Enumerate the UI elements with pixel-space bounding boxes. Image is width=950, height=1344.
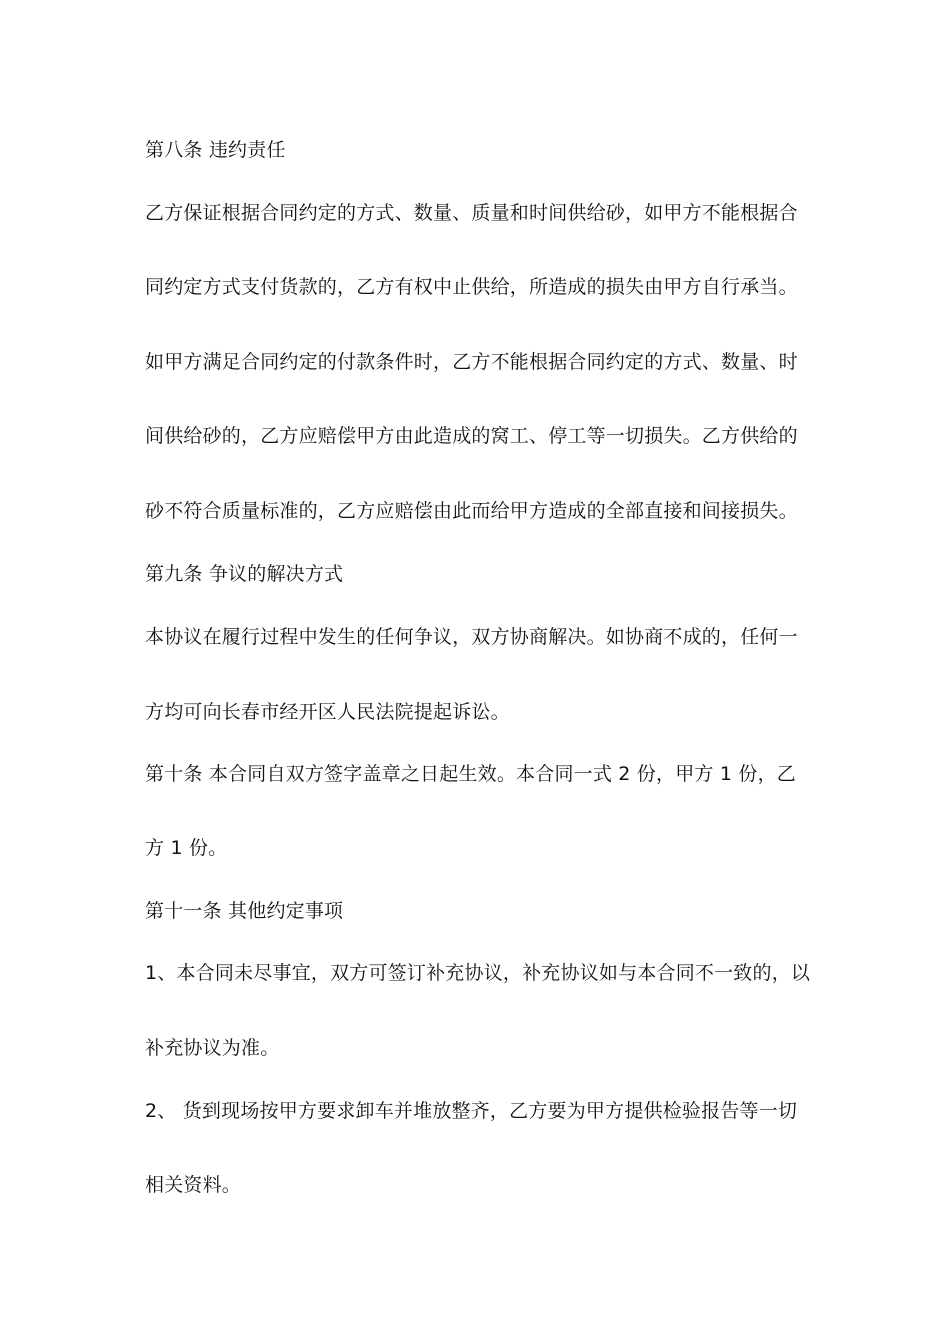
section-heading-8: 第八条 违约责任: [145, 139, 286, 161]
paragraph-line: 方均可向长春市经开区人民法院提起诉讼。: [145, 701, 510, 723]
paragraph-line: 本协议在履行过程中发生的任何争议，双方协商解决。如协商不成的，任何一: [145, 626, 798, 648]
list-item-1-continued: 补充协议为准。: [145, 1037, 280, 1059]
section-heading-9: 第九条 争议的解决方式: [145, 563, 344, 585]
section-heading-11: 第十一条 其他约定事项: [145, 900, 344, 922]
paragraph-line: 如甲方满足合同约定的付款条件时，乙方不能根据合同约定的方式、数量、时: [145, 351, 798, 373]
list-item-2-continued: 相关资料。: [145, 1174, 242, 1196]
list-item-1: 1、本合同未尽事宜，双方可签订补充协议，补充协议如与本合同不一致的，以: [145, 962, 811, 984]
paragraph-line: 方 1 份。: [145, 837, 228, 859]
paragraph-line: 同约定方式支付货款的，乙方有权中止供给，所造成的损失由甲方自行承当。: [145, 276, 798, 298]
list-item-2: 2、 货到现场按甲方要求卸车并堆放整齐，乙方要为甲方提供检验报告等一切: [145, 1100, 798, 1122]
paragraph-line: 间供给砂的，乙方应赔偿甲方由此造成的窝工、停工等一切损失。乙方供给的: [145, 425, 798, 447]
section-heading-10: 第十条 本合同自双方签字盖章之日起生效。本合同一式 2 份，甲方 1 份，乙: [145, 763, 796, 785]
paragraph-line: 砂不符合质量标准的，乙方应赔偿由此而给甲方造成的全部直接和间接损失。: [145, 500, 798, 522]
paragraph-line: 乙方保证根据合同约定的方式、数量、质量和时间供给砂，如甲方不能根据合: [145, 202, 798, 224]
